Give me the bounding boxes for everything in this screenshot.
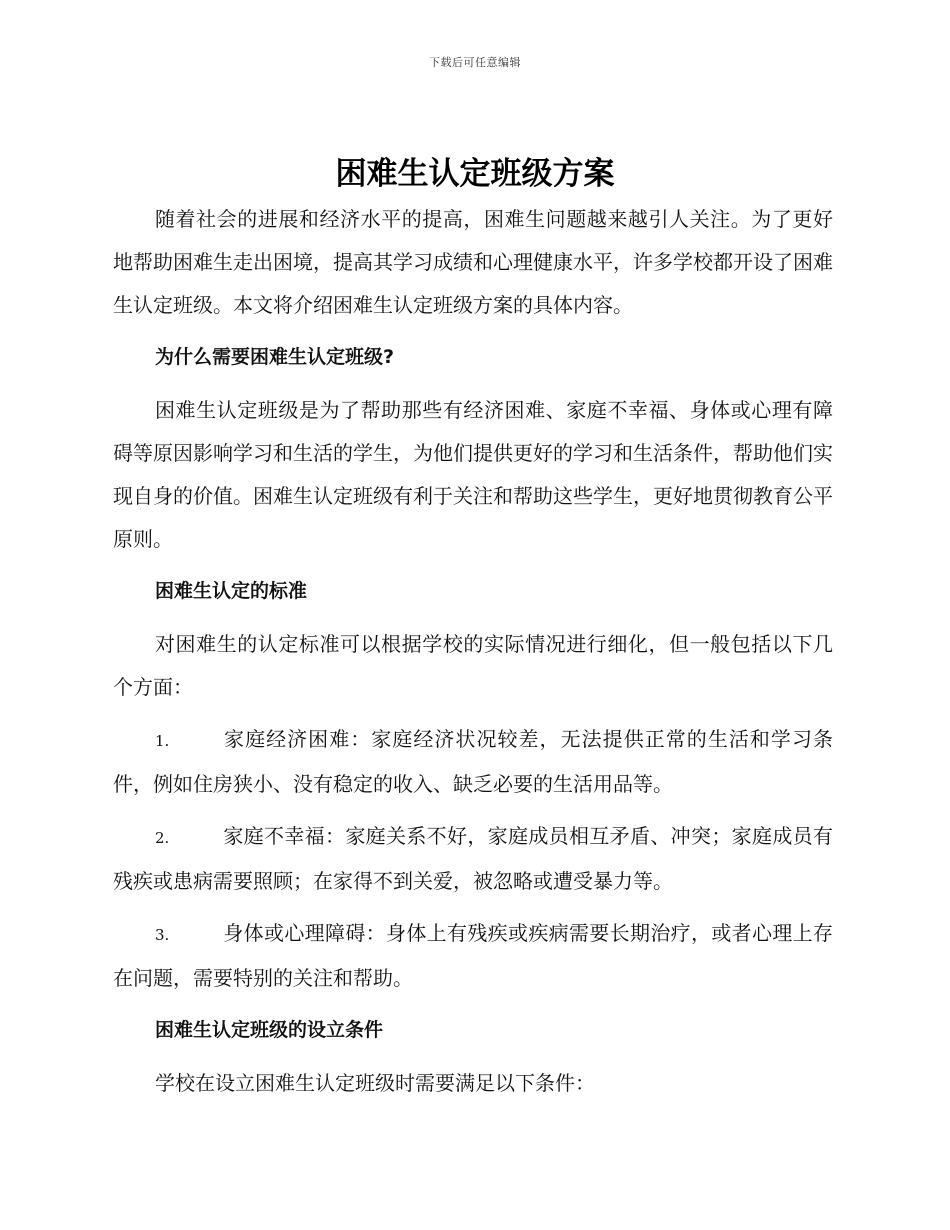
- document-title: 困难生认定班级方案: [335, 156, 615, 192]
- list-item: [113, 718, 833, 806]
- document-body: [113, 198, 833, 1105]
- list-item-number: 1.: [155, 732, 170, 750]
- list-item: [113, 912, 833, 1000]
- list-item-text: 家庭不幸福：家庭关系不好，家庭成员相互矛盾、冲突；家庭成员有残疾或患病需要照顾；在家得不到关爱，被忽略或遭受暴力等。: [113, 824, 833, 893]
- list-item-text: 身体或心理障碍：身体上有残疾或疾病需要长期治疗，或者心理上存在问题，需要特别的关注和帮助。: [113, 921, 833, 990]
- section-heading-conditions: 困难生认定班级的设立条件: [155, 1019, 384, 1041]
- section-heading-criteria: 困难生认定的标准: [155, 580, 308, 602]
- section-heading-why: 为什么需要困难生认定班级?: [155, 346, 395, 368]
- page-header: 下载后可任意编辑: [429, 56, 521, 69]
- section-paragraph-why: 困难生认定班级是为了帮助那些有经济困难、家庭不幸福、身体或心理有障碍等原因影响学习和生活的学生，为他们提供更好的学习和生活条件，帮助他们实现自身的价值。困难生认定班级有利于关注和帮助这些学生，更好地贯彻教育公平原则。: [113, 398, 833, 551]
- list-item: [113, 815, 833, 903]
- list-item-number: 3.: [155, 926, 170, 944]
- list-item-text: 家庭经济困难：家庭经济状况较差，无法提供正常的生活和学习条件，例如住房狭小、没有稳定的收入、缺乏必要的生活用品等。: [113, 727, 833, 796]
- section-paragraph-criteria: 对困难生的认定标准可以根据学校的实际情况进行细化，但一般包括以下几个方面：: [113, 632, 833, 699]
- section-paragraph-conditions: 学校在设立困难生认定班级时需要满足以下条件：: [155, 1071, 595, 1095]
- list-item-number: 2.: [155, 829, 170, 847]
- intro-paragraph: 随着社会的进展和经济水平的提高，困难生问题越来越引人关注。为了更好地帮助困难生走出困境，提高其学习成绩和心理健康水平，许多学校都开设了困难生认定班级。本文将介绍困难生认定班级方案的具体内容。: [113, 207, 833, 317]
